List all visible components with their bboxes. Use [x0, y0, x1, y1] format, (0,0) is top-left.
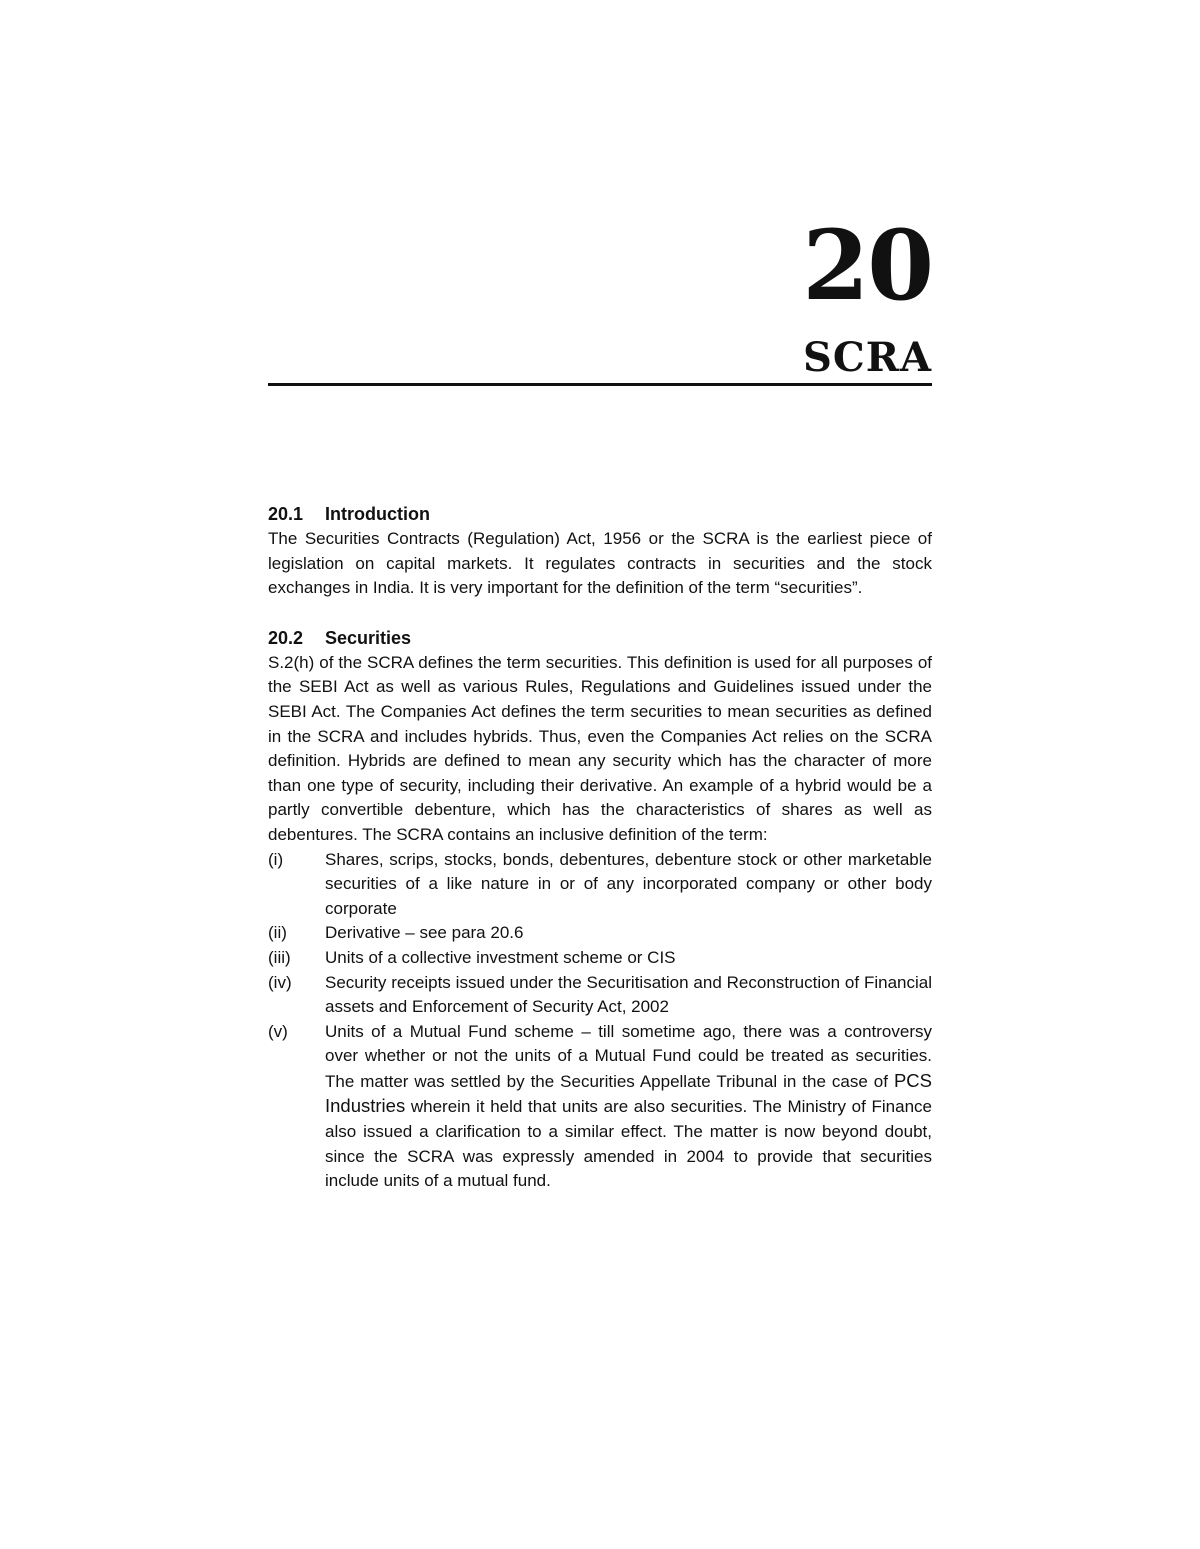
list-marker: (iii): [268, 947, 291, 967]
list-text: [325, 1020, 932, 1194]
section-title: Introduction: [325, 504, 430, 524]
chapter-title: SCRA: [803, 334, 932, 381]
list-text: Derivative – see para 20.6: [325, 923, 524, 943]
list-marker: (v): [268, 1021, 288, 1041]
section-heading: [268, 501, 932, 527]
title-rule: [268, 383, 932, 386]
chapter-number: 20: [802, 209, 932, 322]
section-heading: [268, 625, 932, 651]
chapter-content: [268, 501, 932, 1194]
list-item: [268, 1020, 932, 1194]
list-text-before: Units of a Mutual Fund scheme – till sometime ago, there was a controversy over whether or not the units of a Mutual Fund could be treated as securities. The matter was settled by the Securities Appellate Tribunal in the case of: [325, 1021, 932, 1091]
case-name: PCS Industries: [325, 1069, 932, 1117]
list-text: Shares, scrips, stocks, bonds, debentures, debenture stock or other marketable securities of a like nature in or of any incorporated company or other body corporate: [325, 849, 932, 918]
section-number: 20.1: [268, 504, 304, 524]
section-securities: [268, 625, 932, 1194]
definition-list: [268, 848, 932, 1194]
section-introduction: [268, 501, 932, 601]
list-item: [268, 971, 932, 1020]
list-marker: (i): [268, 849, 284, 869]
section-paragraph: The Securities Contracts (Regulation) Act, 1956 or the SCRA is the earliest piece of legislation on capital markets. It regulates contracts in securities and the stock exchanges in India. It is very important for the definition of the term “securities”.: [268, 529, 932, 598]
section-spacer: [268, 601, 932, 625]
section-number: 20.2: [268, 627, 304, 648]
list-text-after: wherein it held that units are also securities. The Ministry of Finance also issued a clarification to a similar effect. The matter is now beyond doubt, since the SCRA was expressly amended in 2004 to provide that securities include units of a mutual fund.: [325, 1097, 932, 1191]
list-item: [268, 848, 932, 922]
list-item: [268, 946, 932, 971]
document-page: [268, 0, 932, 1549]
section-paragraph: S.2(h) of the SCRA defines the term securities. This definition is used for all purposes of the SEBI Act as well as various Rules, Regulations and Guidelines issued under the SEBI Act. The Companies Act defines the term securities to mean securities as defined in the SCRA and includes hybrids. Thus, even the Companies Act relies on the SCRA definition. Hybrids are defined to mean any security which has the character of more than one type of security, including their derivative. An example of a hybrid would be a partly convertible debenture, which has the characteristics of shares as well as debentures. The SCRA contains an inclusive definition of the term:: [268, 652, 932, 844]
list-marker: (iv): [268, 972, 292, 992]
section-title: Securities: [325, 627, 412, 648]
list-marker: (ii): [268, 923, 287, 943]
list-item: [268, 921, 932, 946]
list-text: Security receipts issued under the Securitisation and Reconstruction of Financial assets and Enforcement of Security Act, 2002: [325, 972, 932, 1017]
list-text: Units of a collective investment scheme or CIS: [325, 947, 676, 967]
